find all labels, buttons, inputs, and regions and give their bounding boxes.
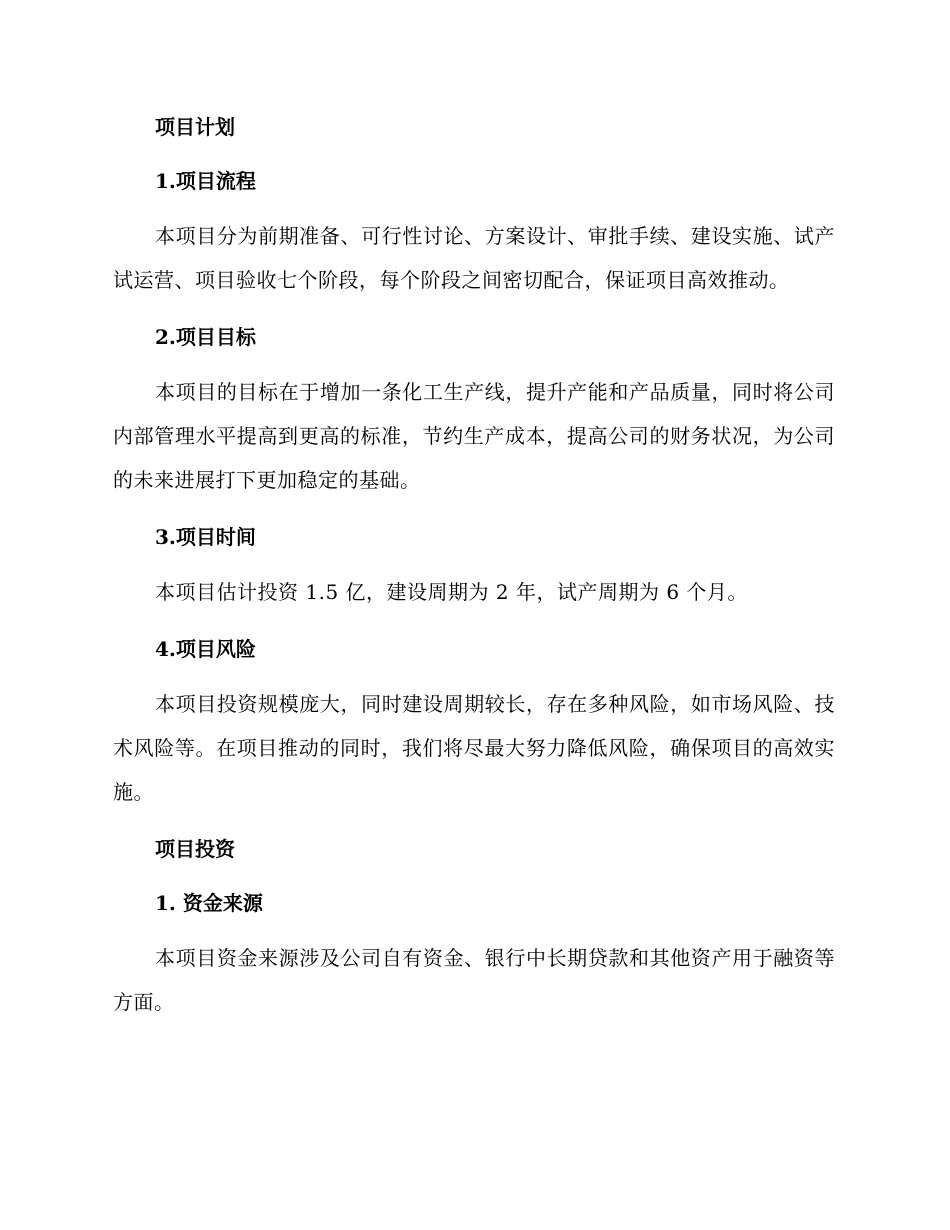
item-heading-process: 1.项目流程 [155,169,256,193]
item-heading-goal: 2.项目目标 [155,325,256,349]
section-title-investment: 项目投资 [155,837,235,861]
item-body-risk: 本项目投资规模庞大，同时建设周期较长，存在多种风险，如市场风险、技术风险等。在项目推动的同时，我们将尽最大努力降低风险，确保项目的高效实施。 [113,692,835,804]
item-heading-risk: 4.项目风险 [155,637,256,661]
item-body-goal: 本项目的目标在于增加一条化工生产线，提升产能和产品质量，同时将公司内部管理水平提高到更高的标准，节约生产成本，提高公司的财务状况，为公司的未来进展打下更加稳定的基础。 [113,380,835,492]
item-body-funding-source: 本项目资金来源涉及公司自有资金、银行中长期贷款和其他资产用于融资等方面。 [113,946,835,1014]
document-page [113,108,835,1024]
item-heading-funding-source: 1. 资金来源 [155,891,263,915]
item-heading-time: 3.项目时间 [155,525,256,549]
item-body-time: 本项目估计投资 1.5 亿，建设周期为 2 年，试产周期为 6 个月。 [155,580,748,604]
section-title-project-plan: 项目计划 [155,115,235,139]
item-body-process: 本项目分为前期准备、可行性讨论、方案设计、审批手续、建设实施、试产试运营、项目验收七个阶段，每个阶段之间密切配合，保证项目高效推动。 [113,224,835,292]
